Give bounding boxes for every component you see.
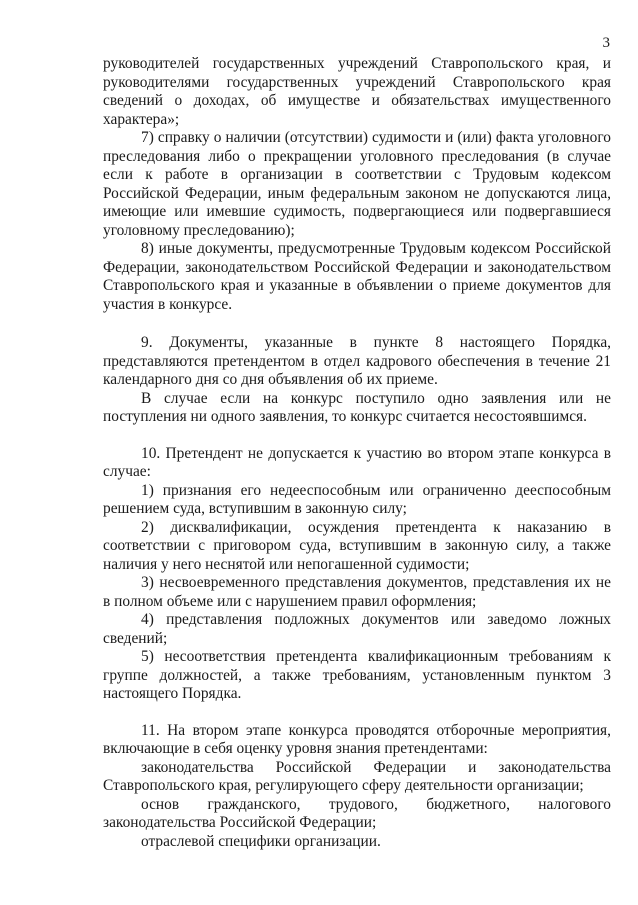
paragraph-section-10-item-2: 2) дисквалификации, осуждения претендента к наказанию в соответствии с приговором суда, вступившим в законную силу, а также наличия у него неснятой или непогашенной судимости; [103,518,611,573]
document-body [103,55,611,851]
paragraph-section-10-item-5: 5) несоответствия претендента квалификационным требованиям к группе должностей, а также требованиям, установленным пунктом 3 настоящего Порядка. [103,648,611,702]
paragraph-1: руководителей государственных учреждений Ставропольского края, и руководителями государственных учреждений Ставропольского края сведений о доходах, об имуществе и обязательствах имущественного характера»; [103,55,611,128]
paragraph-section-10: 10. Претендент не допускается к участию во втором этапе конкурса в случае: [103,444,611,480]
page-number: 3 [602,35,610,51]
paragraph-section-11-item-1: законодательства Российской Федерации и законодательства Ставропольского края, регулирующего сферу деятельности организации; [103,758,611,794]
section-gap [103,314,611,334]
paragraph-section-9-note: В случае если на конкурс поступило одно заявления или не поступления ни одного заявления, то конкурс считается несостоявшимся. [103,389,611,425]
section-gap [103,427,611,445]
paragraph-section-10-item-4: 4) представления подложных документов или заведомо ложных сведений; [103,611,611,647]
paragraph-section-11: 11. На втором этапе конкурса проводятся отборочные мероприятия, включающие в себя оценку уровня знания претендентами: [103,721,611,757]
paragraph-section-11-item-2: основ гражданского, трудового, бюджетного, налогового законодательства Российской Федерации; [103,795,611,831]
paragraph-section-9: 9. Документы, указанные в пункте 8 настоящего Порядка, представляются претендентом в отдел кадрового обеспечения в течение 21 календарного дня со дня объявления об их приеме. [103,334,611,388]
section-gap [103,704,611,722]
paragraph-section-11-item-3: отраслевой специфики организации. [141,832,381,850]
paragraph-item-8: 8) иные документы, предусмотренные Трудовым кодексом Российской Федерации, законодательством Российской Федерации и законодательством Ставропольского края и указанные в объявлении о приеме документов для участия в конкурсе. [103,240,611,313]
paragraph-section-10-item-3: 3) несвоевременного представления документов, представления их не в полном объеме или с нарушением правил оформления; [103,574,611,610]
paragraph-section-10-item-1: 1) признания его недееспособным или ограниченно дееспособным решением суда, вступившим в законную силу; [103,481,611,517]
paragraph-item-7: 7) справку о наличии (отсутствии) судимости и (или) факта уголовного преследования либо о прекращении уголовного преследования (в случае если к работе в организации в соответствии с Трудовым кодексом Российской Федерации, иным федеральным законом не допускаются лица, имеющие или имевшие судимость, подвергающиеся или подвергавшиеся уголовному преследованию); [103,129,611,239]
